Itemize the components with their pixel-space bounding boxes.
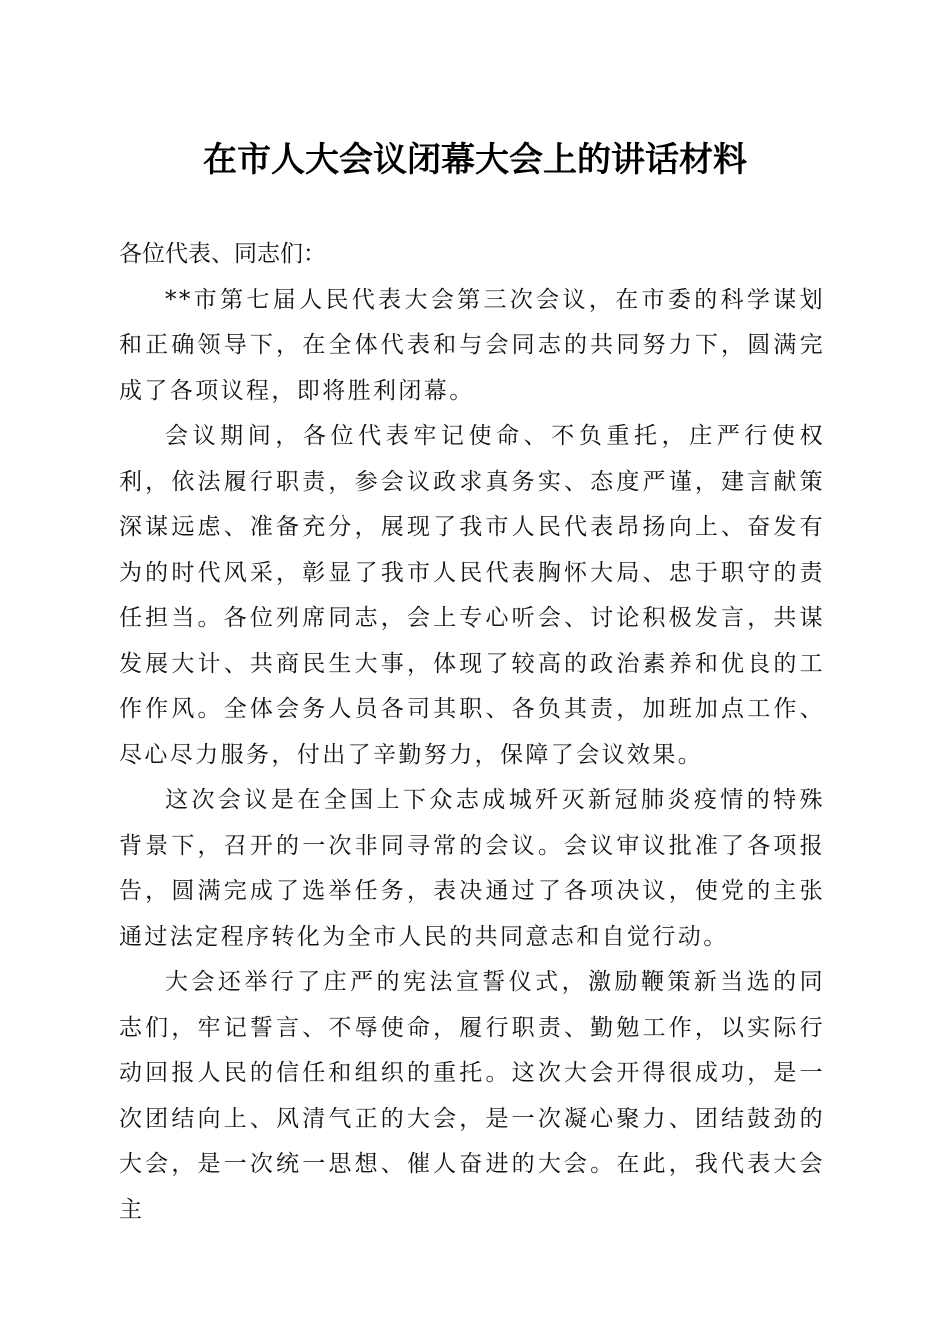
paragraph-2: 会议期间，各位代表牢记使命、不负重托，庄严行使权利，依法履行职责，参会议政求真务实、态度严谨，建言献策深谋远虑、准备充分，展现了我市人民代表昂扬向上、奋发有为的时代风采，彰显了我市人民代表胸怀大局、忠于职守的责任担当。各位列席同志，会上专心听会、讨论积极发言，共谋发展大计、共商民生大事，体现了较高的政治素养和优良的工作作风。全体会务人员各司其职、各负其责，加班加点工作、尽心尽力服务，付出了辛勤努力，保障了会议效果。 — [119, 423, 825, 768]
document-body — [119, 232, 825, 1233]
document-title: 在市人大会议闭幕大会上的讲话材料 — [203, 140, 747, 180]
paragraph-1: **市第七届人民代表大会第三次会议，在市委的科学谋划和正确领导下，在全体代表和与会同志的共同努力下，圆满完成了各项议程，即将胜利闭幕。 — [119, 286, 825, 404]
paragraph-4: 大会还举行了庄严的宪法宣誓仪式，激励鞭策新当选的同志们，牢记誓言、不辱使命，履行职责、勤勉工作，以实际行动回报人民的信任和组织的重托。这次大会开得很成功，是一次团结向上、风清气正的大会，是一次凝心聚力、团结鼓劲的大会，是一次统一思想、催人奋进的大会。在此，我代表大会主 — [119, 969, 825, 1223]
paragraph-3: 这次会议是在全国上下众志成城歼灭新冠肺炎疫情的特殊背景下，召开的一次非同寻常的会议。会议审议批准了各项报告，圆满完成了选举任务，表决通过了各项决议，使党的主张通过法定程序转化为全市人民的共同意志和自觉行动。 — [119, 787, 825, 950]
salutation: 各位代表、同志们： — [119, 241, 326, 267]
